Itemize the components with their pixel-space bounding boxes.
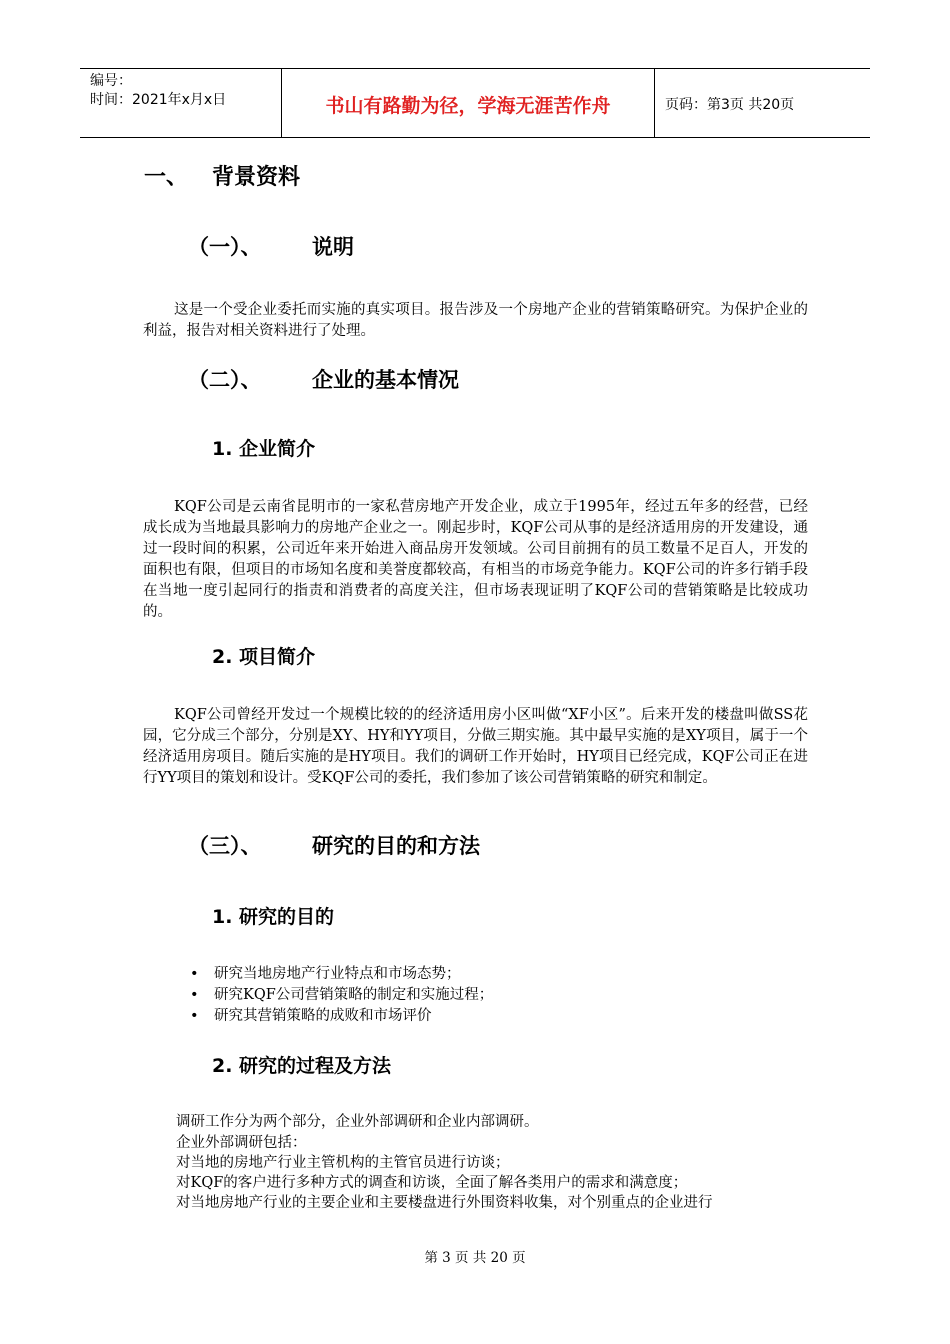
header-page-info: 页码：第3页 共20页: [665, 97, 795, 113]
paragraph-company: KQF公司是云南省昆明市的一家私营房地产开发企业，成立于1995年，经过五年多的经营，已经成长成为当地最具影响力的房地产企业之一。刚起步时，KQF公司从事的是经济适用房的开发建设，通过一段时间的积累，公司近年来开始进入商品房开发领域。公司目前拥有的员工数量不足百人，开发的面积也有限，但项目的市场知名度和美誉度都较高，有相当的市场竞争能力。KQF公司的许多行销手段在当地一度引起同行的指责和消费者的高度关注，但市场表现证明了KQF公司的营销策略是比较成功的。: [143, 499, 808, 620]
heading-company-intro: 1. 企业简介: [212, 438, 316, 460]
subsection-number: （一）、: [188, 235, 262, 259]
header-meta: [90, 72, 226, 110]
subsection-number: （三）、: [188, 834, 262, 858]
page-footer: 第 3 页 共 20 页: [424, 1250, 526, 1266]
header-motto: 书山有路勤为径，学海无涯苦作舟: [325, 95, 611, 117]
code-label: 编号：: [90, 73, 132, 89]
method-line: 对当地房地产行业的主要企业和主要楼盘进行外围资料收集，对个别重点的企业进行: [176, 1195, 713, 1211]
subsection-title: 企业的基本情况: [312, 368, 459, 392]
paragraph-intro: 这是一个受企业委托而实施的真实项目。报告涉及一个房地产企业的营销策略研究。为保护企业的利益，报告对相关资料进行了处理。: [143, 302, 808, 339]
section-title: 背景资料: [212, 165, 301, 190]
paragraph-project: KQF公司曾经开发过一个规模比较的的经济适用房小区叫做“XF小区”。后来开发的楼盘叫做SS花园，它分成三个部分，分别是XY、HY和YY项目，分做三期实施。其中最早实施的是XY项目，属于一个经济适用房项目。随后实施的是HY项目。我们的调研工作开始时，HY项目已经完成，KQF公司正在进行YY项目的策划和设计。受KQF公司的委托，我们参加了该公司营销策略的研究和制定。: [143, 707, 808, 786]
method-line: 企业外部调研包括：: [176, 1135, 307, 1151]
heading-research-goal: 1. 研究的目的: [212, 906, 335, 928]
subsection-title: 说明: [312, 235, 354, 259]
time-label: 时间：2021年x月x日: [90, 92, 227, 108]
subsection-title: 研究的目的和方法: [312, 834, 480, 858]
heading-research-method: 2. 研究的过程及方法: [212, 1055, 392, 1077]
bullet-icon: •: [190, 987, 199, 1003]
heading-project-intro: 2. 项目简介: [212, 646, 316, 668]
page-header: [80, 68, 870, 138]
method-line: 对KQF的客户进行多种方式的调查和访谈，全面了解各类用户的需求和满意度；: [176, 1175, 688, 1191]
method-line: 调研工作分为两个部分，企业外部调研和企业内部调研。: [176, 1114, 539, 1130]
bullet-icon: •: [190, 966, 199, 982]
list-item: • 研究当地房地产行业特点和市场态势；: [190, 966, 461, 982]
bullet-icon: •: [190, 1008, 199, 1024]
header-divider: [654, 69, 655, 137]
list-item: • 研究其营销策略的成败和市场评价: [190, 1008, 432, 1024]
method-line: 对当地的房地产行业主管机构的主管官员进行访谈；: [176, 1155, 510, 1171]
section-number: 一、: [144, 165, 189, 190]
list-item: • 研究KQF公司营销策略的制定和实施过程；: [190, 987, 494, 1003]
subsection-number: （二）、: [188, 368, 262, 392]
